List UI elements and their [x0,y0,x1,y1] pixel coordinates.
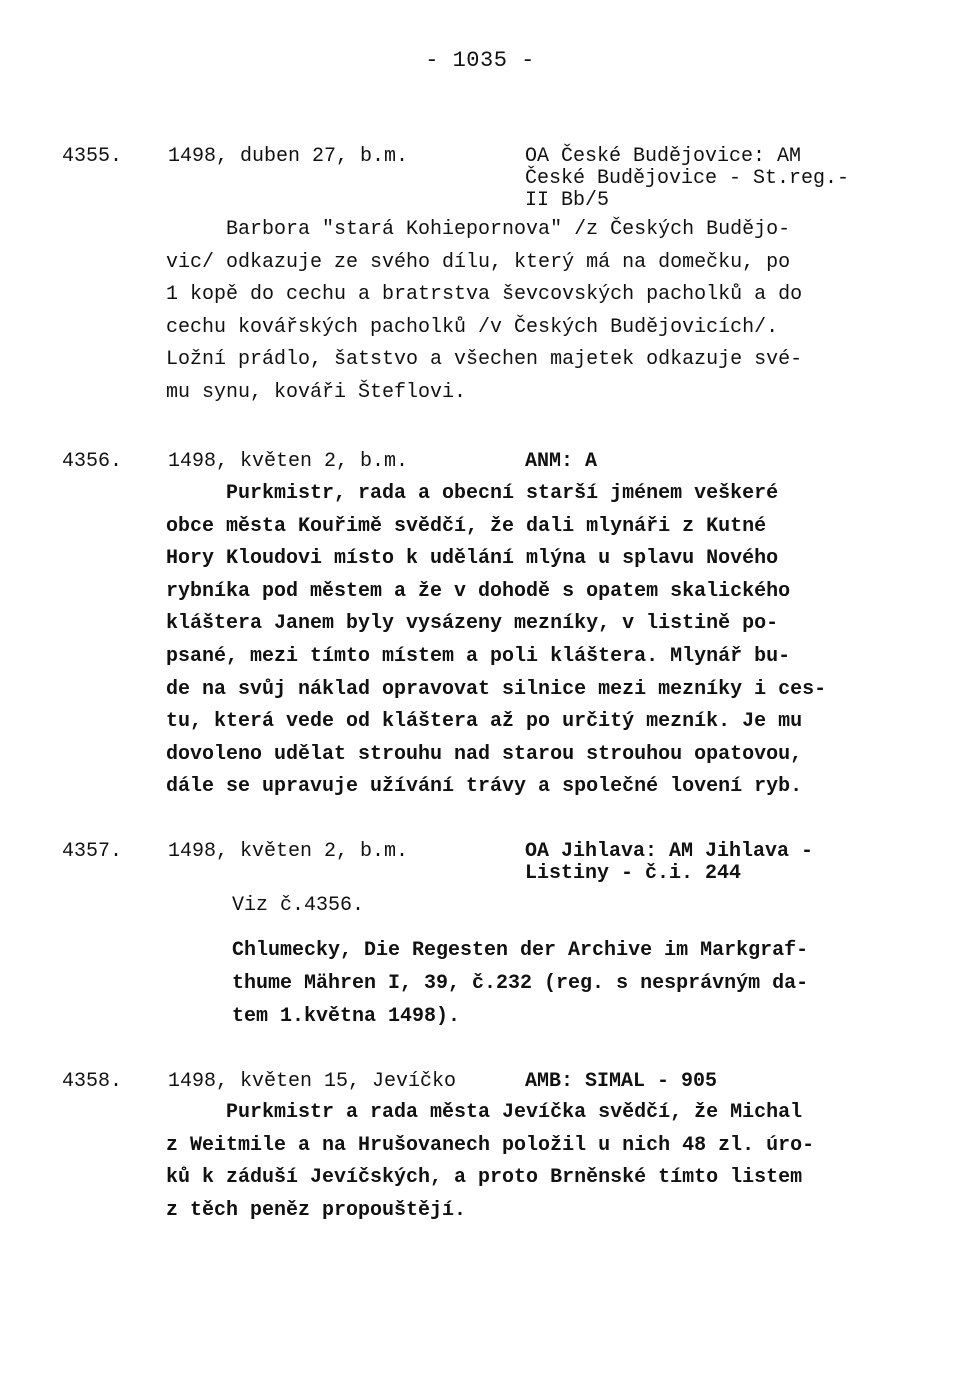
entry-source-line: Listiny - č.i. 244 [525,862,742,885]
text-line: thume Mähren I, 39, č.232 (reg. s nesprávným da- [232,972,809,995]
literature-note [232,934,912,1033]
text-line: z těch peněz propouštějí. [166,1198,467,1222]
entry-number: 4357. [62,840,123,863]
text-line: Purkmistr, rada a obecní starší jménem veškeré [166,482,779,505]
text-line: cechu kovářských pacholků /v Českých Budějovicích/. [166,315,779,339]
entry-number: 4355. [62,145,123,168]
entry-source-line: ANM: A [525,450,598,473]
text-line: rybníka pod městem a že v dohodě s opatem skalického [166,579,791,603]
text-line: Chlumecky, Die Regesten der Archive im Markgraf- [232,939,809,962]
text-line: z Weitmile a na Hrušovanech položil u nich 48 zl. úro- [166,1133,815,1157]
text-line: vic/ odkazuje ze svého dílu, který má na domečku, po [166,250,791,274]
entry-source-line: AMB: SIMAL - 905 [525,1070,718,1093]
entry-text [166,478,906,804]
entry-date: 1498, květen 2, b.m. [168,840,409,863]
entry-source-line: OA České Budějovice: AM [525,145,802,168]
text-line: mu synu, kováři Šteflovi. [166,380,467,404]
text-line: tu, která vede od kláštera až po určitý mezník. Je mu [166,710,803,734]
entry-source-line: OA Jihlava: AM Jihlava - [525,840,814,863]
page-number: - 1035 - [425,48,535,73]
text-line: ků k záduší Jevíčských, a proto Brněnské tímto listem [166,1166,803,1190]
entry-date: 1498, duben 27, b.m. [168,145,409,168]
text-line: Purkmistr a rada města Jevíčka svědčí, že Michal [166,1101,803,1124]
text-line: de na svůj náklad opravovat silnice mezi mezníky i ces- [166,677,827,701]
entry-source-line: České Budějovice - St.reg.- [525,167,850,190]
entry-date: 1498, květen 2, b.m. [168,450,409,473]
entry-number: 4356. [62,450,123,473]
text-line: Hory Kloudovi místo k udělání mlýna u splavu Nového [166,547,779,571]
entry-text [166,1097,906,1227]
entry-source-line: II Bb/5 [525,189,610,212]
text-line: Ložní prádlo, šatstvo a všechen majetek odkazuje své- [166,348,803,372]
text-line: kláštera Janem byly vysázeny mezníky, v listině po- [166,612,779,636]
entry-text [166,214,906,410]
text-line: tem 1.května 1498). [232,1005,461,1028]
entry-number: 4358. [62,1070,123,1093]
text-line: 1 kopě do cechu a bratrstva ševcovských pacholků a do [166,283,803,307]
text-line: dovoleno udělat strouhu nad starou strouhou opatovou, [166,742,803,766]
cross-reference: Viz č.4356. [232,894,365,917]
entry-date: 1498, květen 15, Jevíčko [168,1070,457,1093]
text-line: dále se upravuje užívání trávy a společné lovení ryb. [166,775,803,799]
text-line: psané, mezi tímto místem a poli kláštera. Mlynář bu- [166,644,791,668]
text-line: obce města Kouřimě svědčí, že dali mlynáři z Kutné [166,514,767,538]
text-line: Barbora "stará Kohiepornova" /z Českých Budějo- [166,218,791,241]
